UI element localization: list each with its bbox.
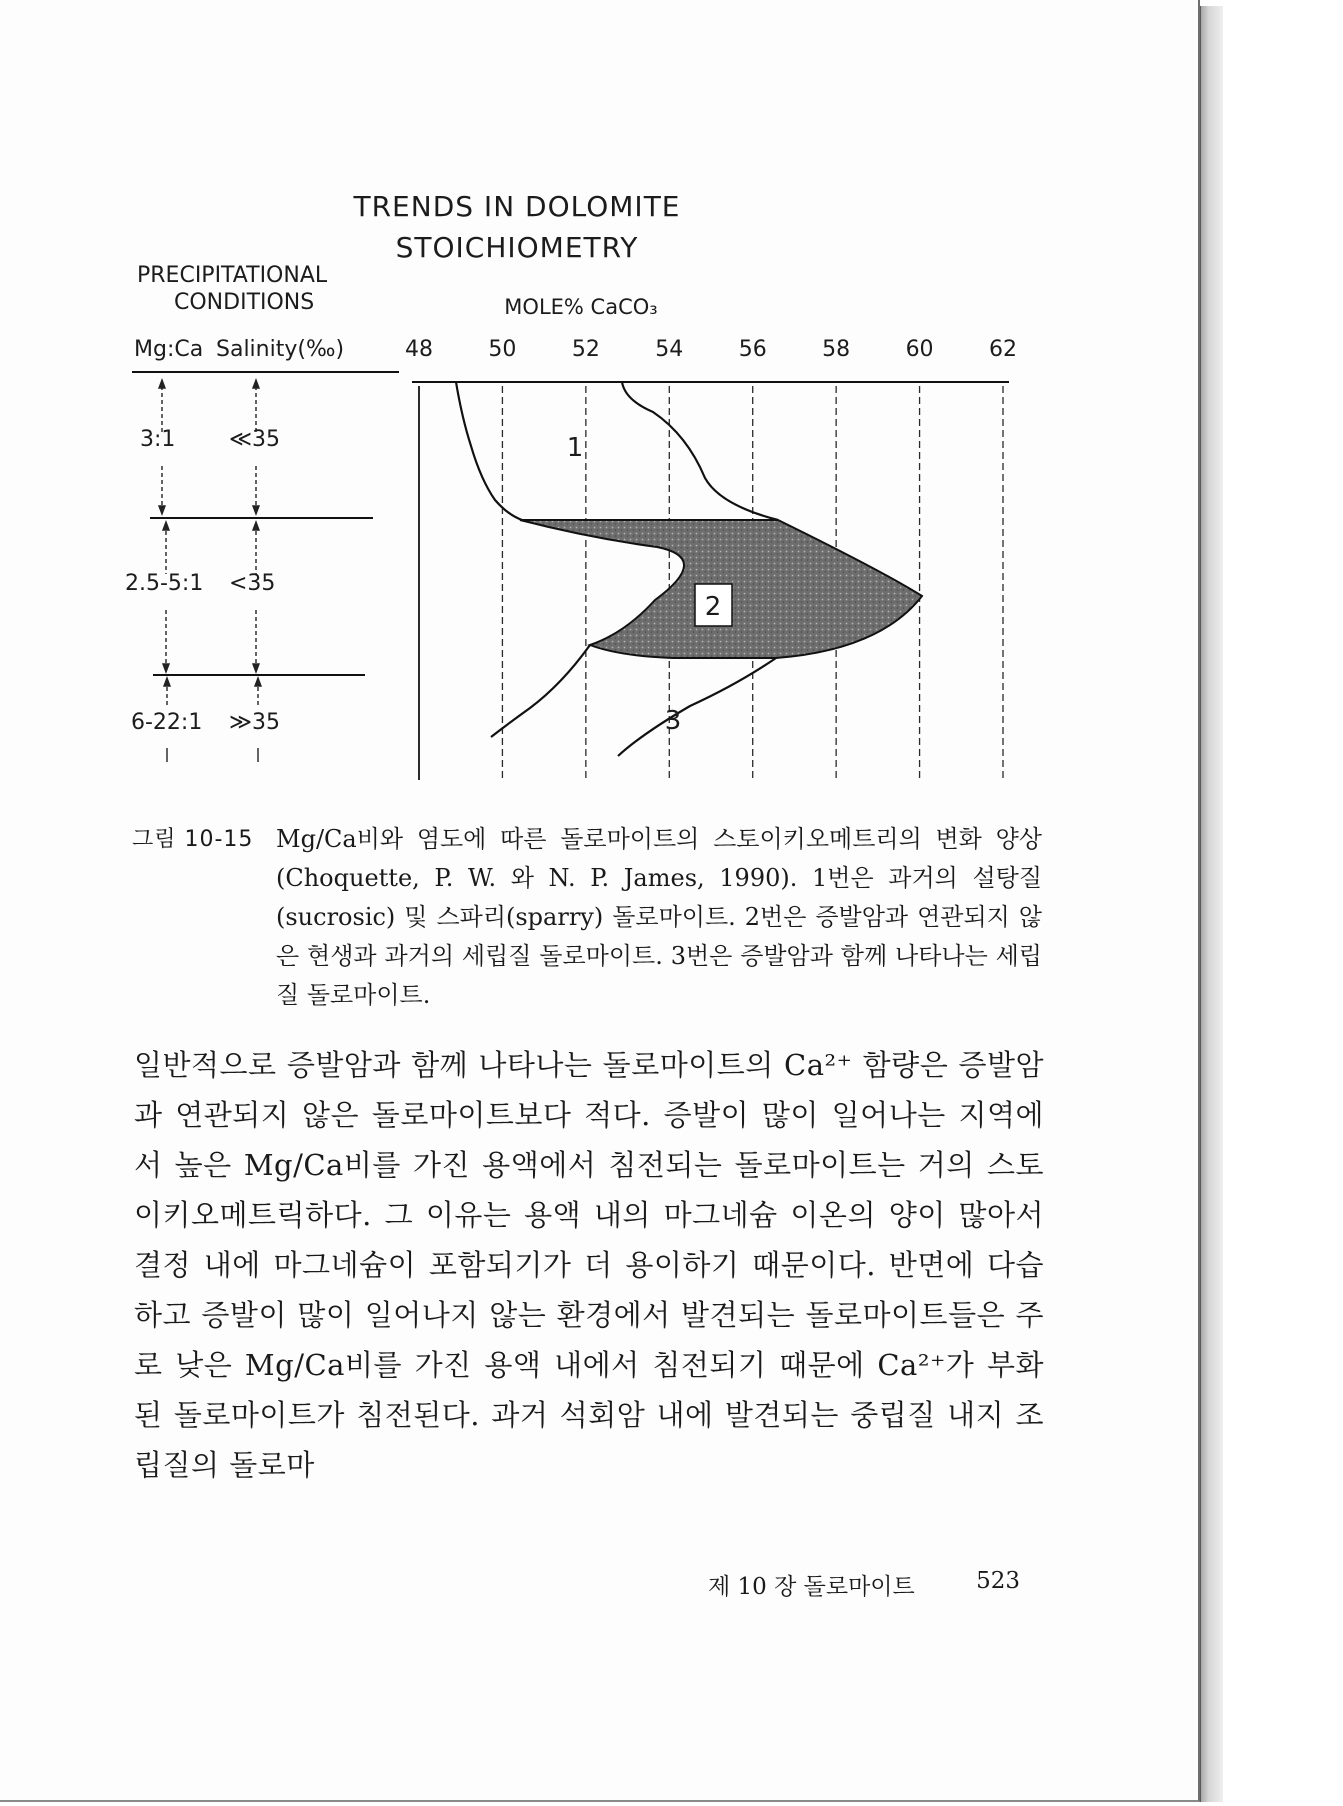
tick-label-50: 50: [488, 337, 517, 362]
caption-text: Mg/Ca비와 염도에 따른 돌로마이트의 스토이키오메트리의 변화 양상(Choquette, P. W. 와 N. P. James, 1990). 1번은 과거의 설탕질(sucrosic) 및 스파리(sparry) 돌로마이트. 2번은 증발암과 연관되지 않은 현생과 과거의 세립질 돌로마이트. 3번은 증발암과 함께 나타나는 세립질 돌로마이트.: [276, 825, 1042, 1009]
tick-label-58: 58: [822, 337, 851, 362]
region-1-label: 1: [566, 433, 584, 463]
row-3-1-salinity: ≪35: [229, 427, 281, 452]
column-header-mgca: Mg:Ca: [134, 337, 204, 362]
tick-labels: [405, 337, 1017, 362]
row-2-5-mgca: 2.5-5:1: [125, 571, 204, 596]
column-header-salinity: Salinity(‰): [216, 337, 345, 362]
page-edge: [1200, 6, 1223, 1802]
row-6-22-salinity: ≫35: [229, 710, 281, 735]
page-footer: [708, 1568, 1020, 1601]
caption-label: 그림 10-15: [132, 827, 254, 852]
region-3-left-curve: [491, 645, 590, 737]
row-2-5-salinity: <35: [229, 571, 276, 596]
figure-title-line1: TRENDS IN DOLOMITE: [353, 190, 681, 223]
dolomite-trends-figure: [125, 190, 1025, 790]
tick-label-60: 60: [905, 337, 934, 362]
footer-chapter: 제 10 장 돌로마이트: [708, 1574, 915, 1600]
x-axis-label: MOLE% CaCO₃: [504, 295, 658, 319]
tick-label-62: 62: [989, 337, 1017, 362]
conditions-heading-line1: PRECIPITATIONAL: [137, 263, 328, 288]
figure-title-line2: STOICHIOMETRY: [395, 231, 639, 264]
region-3-label: 3: [664, 706, 682, 736]
tick-label-54: 54: [655, 337, 684, 362]
conditions-heading-line2: CONDITIONS: [174, 290, 315, 315]
tick-label-52: 52: [571, 337, 600, 362]
tick-label-56: 56: [738, 337, 767, 362]
tick-label-48: 48: [405, 337, 433, 362]
region-1-right-curve: [622, 382, 778, 520]
body-paragraph: 일반적으로 증발암과 함께 나타나는 돌로마이트의 Ca²⁺ 함량은 증발암과 연관되지 않은 돌로마이트보다 적다. 증발이 많이 일어나는 지역에서 높은 Mg/Ca비를 가진 용액에서 침전되는 돌로마이트는 거의 스토이키오메트릭하다. 그 이유는 용액 내의 마그네슘 이온의 양이 많아서 결정 내에 마그네슘이 포함되기가 더 용이하기 때문이다. 반면에 다습하고 증발이 많이 일어나지 않는 환경에서 발견되는 돌로마이트들은 주로 낮은 Mg/Ca비를 가진 용액 내에서 침전되기 때문에 Ca²⁺가 부화된 돌로마이트가 침전된다. 과거 석회암 내에 발견되는 중립질 내지 조립질의 돌로마: [134, 1048, 1044, 1482]
region-1-left-curve: [456, 382, 522, 520]
region-2-label: 2: [704, 592, 722, 622]
page-number: 523: [976, 1568, 1020, 1594]
row-3-1-mgca: 3:1: [140, 427, 176, 452]
row-6-22-mgca: 6-22:1: [131, 710, 203, 735]
